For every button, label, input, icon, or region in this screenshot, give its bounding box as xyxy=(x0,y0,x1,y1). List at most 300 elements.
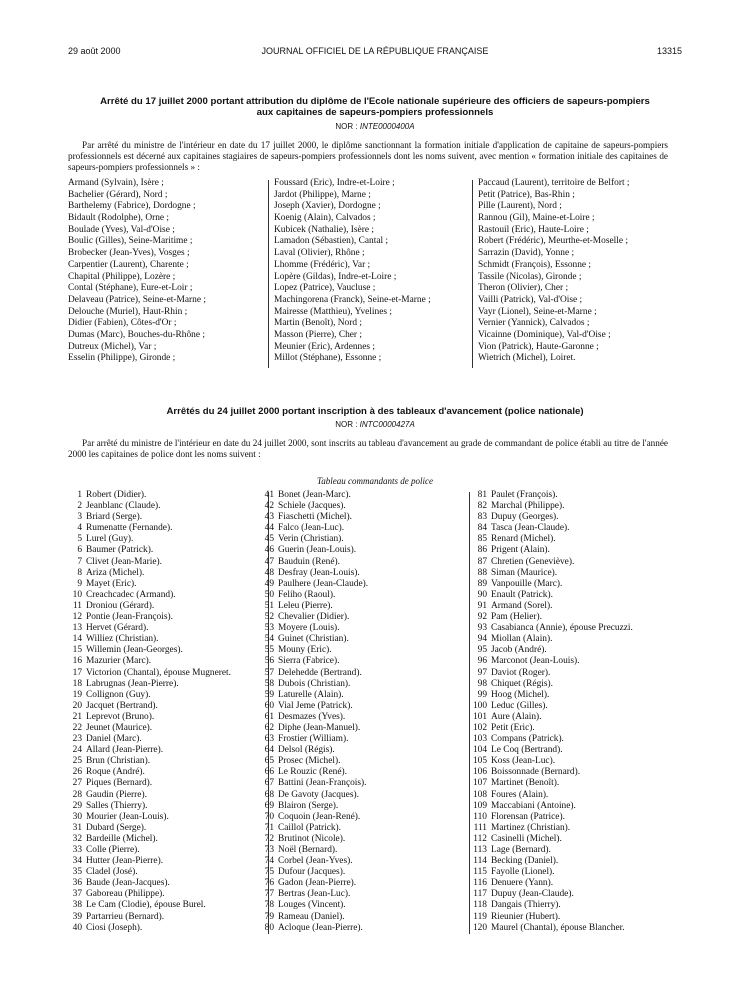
row-number: 112 xyxy=(473,833,487,844)
row-number: 78 xyxy=(264,900,274,911)
recipient-entry: Petit (Patrice), Bas-Rhin ; xyxy=(478,189,575,200)
section2-nor-code: INTC0000427A xyxy=(359,420,415,429)
table-row xyxy=(465,734,685,745)
officer-name: Guinet (Christian). xyxy=(278,634,349,645)
officer-name: Brutinot (Nicole). xyxy=(278,833,346,844)
recipient-entry: Dutreux (Michel), Var ; xyxy=(68,341,157,352)
table-row xyxy=(465,545,685,556)
officer-name: Brun (Christian). xyxy=(86,756,151,767)
table-row xyxy=(465,568,685,579)
table-row xyxy=(465,679,685,690)
row-number: 23 xyxy=(72,734,82,745)
table-row xyxy=(252,778,462,789)
officer-name: Leduc (Gilles). xyxy=(491,700,548,711)
row-number: 81 xyxy=(477,490,487,500)
officer-name: Casinelli (Michel). xyxy=(491,833,562,844)
header-date: 29 août 2000 xyxy=(68,46,121,56)
section1-column-3 xyxy=(478,178,630,365)
officer-name: Mouny (Eric). xyxy=(278,645,332,656)
row-number: 83 xyxy=(477,512,487,523)
row-number: 38 xyxy=(72,900,82,911)
officer-name: Compans (Patrick). xyxy=(491,734,564,745)
recipient-entry: Foussard (Eric), Indre-et-Loire ; xyxy=(274,178,395,188)
table-row xyxy=(252,867,462,878)
recipient-entry: Lhomme (Frédéric), Var ; xyxy=(274,259,371,270)
officer-name: Vanpouille (Marc). xyxy=(491,578,563,589)
table-row xyxy=(60,756,260,767)
row-number: 79 xyxy=(264,911,274,922)
table-row xyxy=(60,790,260,801)
row-number: 17 xyxy=(72,667,82,678)
table-row xyxy=(252,534,462,545)
table-row xyxy=(252,801,462,812)
officer-name: Jeunet (Maurice). xyxy=(86,722,153,733)
table-row xyxy=(465,668,685,679)
recipient-entry: Millot (Stéphane), Essonne ; xyxy=(274,353,382,364)
officer-name: Koss (Jean-Luc). xyxy=(491,756,556,767)
table-row xyxy=(252,790,462,801)
officer-name: Marchal (Philippe). xyxy=(491,501,565,512)
officer-name: Droniou (Gérard). xyxy=(86,600,155,611)
row-number: 101 xyxy=(472,711,487,722)
recipient-entry: Kubicek (Nathalie), Isère ; xyxy=(274,224,374,235)
table-row xyxy=(465,656,685,667)
officer-name: Partarrieu (Bernard). xyxy=(86,911,165,922)
row-number: 71 xyxy=(264,822,274,833)
section1-nor-code: INTE0000400A xyxy=(359,122,415,131)
row-number: 120 xyxy=(472,922,487,933)
row-number: 29 xyxy=(72,800,82,811)
table-row xyxy=(60,668,260,679)
table-row xyxy=(465,867,685,878)
officer-name: Robert (Didier). xyxy=(86,490,147,500)
section1-column-1 xyxy=(68,178,206,365)
table-row xyxy=(60,601,260,612)
table-row xyxy=(252,701,462,712)
recipient-entry: Vernier (Yannick), Calvados ; xyxy=(478,318,590,329)
table-row xyxy=(60,623,260,634)
table-row xyxy=(252,668,462,679)
table-row xyxy=(60,801,260,812)
officer-name: Louges (Vincent). xyxy=(278,900,346,911)
section1-title-line1: Arrêté du 17 juillet 2000 portant attribution du diplôme de l'Ecole nationale supérieure des officiers de sapeurs-pompiers xyxy=(100,96,650,107)
row-number: 97 xyxy=(477,667,487,678)
table-row xyxy=(252,679,462,690)
table-row xyxy=(252,912,462,923)
officer-name: Chretien (Geneviève). xyxy=(491,556,575,567)
row-number: 41 xyxy=(264,490,274,500)
table-row xyxy=(60,723,260,734)
row-number: 2 xyxy=(77,501,82,512)
table-row xyxy=(60,557,260,568)
table-row xyxy=(60,856,260,867)
section1-title-line2: aux capitaines de sapeurs-pompiers professionnels xyxy=(256,107,494,118)
row-number: 44 xyxy=(264,523,274,534)
row-number: 70 xyxy=(264,811,274,822)
row-number: 94 xyxy=(477,634,487,645)
table-row xyxy=(60,778,260,789)
table-row xyxy=(252,856,462,867)
table-row xyxy=(60,745,260,756)
officer-name: Rieunier (Hubert). xyxy=(491,911,561,922)
officer-name: Laturelle (Alain). xyxy=(278,689,344,700)
section2-nor-label: NOR : xyxy=(335,420,358,429)
officer-name: Renard (Michel). xyxy=(491,534,556,545)
recipient-entry: Mairesse (Matthieu), Yvelines ; xyxy=(274,306,392,317)
row-number: 47 xyxy=(264,556,274,567)
table-row xyxy=(60,501,260,512)
row-number: 7 xyxy=(77,556,82,567)
table-row xyxy=(465,878,685,889)
row-number: 73 xyxy=(264,845,274,855)
row-number: 114 xyxy=(473,856,487,867)
officer-name: Lurel (Guy). xyxy=(86,534,134,545)
officer-name: Fayolle (Lionel). xyxy=(491,867,555,878)
officer-name: Feliho (Raoul). xyxy=(278,589,336,600)
table-row xyxy=(465,701,685,712)
row-number: 42 xyxy=(264,501,274,512)
row-number: 6 xyxy=(77,545,82,556)
table-row xyxy=(252,889,462,900)
row-number: 103 xyxy=(472,734,487,745)
table-row xyxy=(465,490,685,501)
table-row xyxy=(60,867,260,878)
table-row xyxy=(60,512,260,523)
officer-name: Foures (Alain). xyxy=(491,789,549,800)
table-row xyxy=(465,534,685,545)
table-row xyxy=(252,590,462,601)
section1-nor xyxy=(68,122,682,131)
row-number: 30 xyxy=(72,811,82,822)
row-number: 84 xyxy=(477,523,487,534)
officer-name: Caillol (Patrick). xyxy=(278,822,342,833)
row-number: 99 xyxy=(477,689,487,700)
officer-name: Salles (Thierry). xyxy=(86,800,148,811)
table-row xyxy=(60,679,260,690)
row-number: 34 xyxy=(72,856,82,867)
section2-nor xyxy=(68,420,682,429)
recipient-entry: Boulic (Gilles), Seine-Maritime ; xyxy=(68,236,193,247)
table-row xyxy=(60,490,260,501)
table-row xyxy=(60,734,260,745)
recipient-entry: Joseph (Xavier), Dordogne ; xyxy=(274,201,381,212)
officer-name: Dangais (Thierry). xyxy=(491,900,561,911)
row-number: 88 xyxy=(477,567,487,578)
officer-name: Jeanblanc (Claude). xyxy=(86,501,161,512)
table-row xyxy=(465,778,685,789)
table-row xyxy=(252,568,462,579)
table-row xyxy=(252,756,462,767)
table-row xyxy=(252,579,462,590)
table-row xyxy=(60,923,260,934)
recipient-entry: Martin (Benoît), Nord ; xyxy=(274,318,363,329)
row-number: 28 xyxy=(72,789,82,800)
row-number: 45 xyxy=(264,534,274,545)
row-number: 54 xyxy=(264,634,274,645)
row-number: 4 xyxy=(77,523,82,534)
table-row xyxy=(252,512,462,523)
officer-name: Maccabiani (Antoine). xyxy=(491,800,576,811)
table-row xyxy=(465,745,685,756)
officer-name: Delsol (Régis). xyxy=(278,745,335,756)
officer-name: Schiele (Jacques). xyxy=(278,501,346,512)
officer-name: Denuere (Yann). xyxy=(491,878,554,889)
table-row xyxy=(252,767,462,778)
officer-name: Le Rouzic (René). xyxy=(278,767,347,778)
officer-name: Maurel (Chantal), épouse Blancher. xyxy=(491,922,625,933)
table-row xyxy=(252,834,462,845)
officer-name: Coquoin (Jean-René). xyxy=(278,811,361,822)
table-row xyxy=(465,856,685,867)
officer-name: Marconot (Jean-Louis). xyxy=(491,656,580,667)
section1-paragraph: Par arrêté du ministre de l'intérieur en date du 17 juillet 2000, le diplôme sanctionnant la formation initiale d'application de capitaine de sapeurs-pompiers professionnels est décerné aux capitaines stagiaires de sapeurs-pompiers professionnels dont les noms suivent, avec mention « formation initiale des capitaines de sapeurs-pompiers professionnels » : xyxy=(68,140,668,172)
row-number: 92 xyxy=(477,612,487,623)
row-number: 72 xyxy=(264,833,274,844)
officer-name: Hervet (Gérard). xyxy=(86,623,149,634)
officer-name: Baude (Jean-Jacques). xyxy=(86,878,170,889)
officer-name: Labrugnas (Jean-Pierre). xyxy=(86,678,179,689)
row-number: 58 xyxy=(264,678,274,689)
recipient-entry: Vayr (Lionel), Seine-et-Marne ; xyxy=(478,306,597,317)
recipient-entry: Armand (Sylvain), Isère ; xyxy=(68,178,164,188)
officer-name: Mazurier (Marc). xyxy=(86,656,152,667)
row-number: 24 xyxy=(72,745,82,756)
table-row xyxy=(465,601,685,612)
table-row xyxy=(60,834,260,845)
row-number: 39 xyxy=(72,911,82,922)
officer-name: Hutter (Jean-Pierre). xyxy=(86,856,164,867)
row-number: 64 xyxy=(264,745,274,756)
table-row xyxy=(465,512,685,523)
officer-name: Martinet (Benoît). xyxy=(491,778,560,789)
table-row xyxy=(465,756,685,767)
officer-name: Daniel (Marc). xyxy=(86,734,142,745)
recipient-entry: Schmidt (François), Essonne ; xyxy=(478,259,592,270)
row-number: 95 xyxy=(477,645,487,656)
officer-name: Mayet (Eric). xyxy=(86,578,137,589)
row-number: 75 xyxy=(264,867,274,878)
officer-name: Leleu (Pierre). xyxy=(278,600,333,611)
officer-name: Pam (Helier). xyxy=(491,612,543,623)
table-row xyxy=(60,534,260,545)
row-number: 20 xyxy=(72,700,82,711)
recipient-entry: Vailli (Patrick), Val-d'Oise ; xyxy=(478,294,583,305)
row-number: 51 xyxy=(264,600,274,611)
officer-name: Cladel (José). xyxy=(86,867,138,878)
table-row xyxy=(252,501,462,512)
recipient-entry: Rannou (Gil), Maine-et-Loire ; xyxy=(478,213,595,224)
section1-column-2 xyxy=(274,178,431,365)
officer-name: Willemin (Jean-Georges). xyxy=(86,645,183,656)
table-row xyxy=(252,645,462,656)
officer-name: Jacquet (Bertrand). xyxy=(86,700,158,711)
officer-name: Desmazes (Yves). xyxy=(278,711,346,722)
row-number: 50 xyxy=(264,589,274,600)
table-row xyxy=(252,545,462,556)
table-row xyxy=(465,623,685,634)
row-number: 55 xyxy=(264,645,274,656)
recipient-entry: Lopez (Patrice), Vaucluse ; xyxy=(274,283,376,294)
table-row xyxy=(252,900,462,911)
table-row xyxy=(465,889,685,900)
table-row xyxy=(60,568,260,579)
row-number: 48 xyxy=(264,567,274,578)
row-number: 16 xyxy=(72,656,82,667)
officer-name: Gaboreau (Philippe). xyxy=(86,889,165,900)
table-row xyxy=(465,767,685,778)
officer-name: Rumenatte (Fernande). xyxy=(86,523,173,534)
row-number: 5 xyxy=(77,534,82,545)
column-divider xyxy=(268,180,269,368)
table-row xyxy=(60,712,260,723)
row-number: 61 xyxy=(264,711,274,722)
officer-name: Le Cam (Clodie), épouse Burel. xyxy=(86,900,206,911)
table-row xyxy=(465,690,685,701)
row-number: 76 xyxy=(264,878,274,889)
officer-name: Enault (Patrick). xyxy=(491,589,553,600)
recipient-entry: Koenig (Alain), Calvados ; xyxy=(274,213,376,224)
row-number: 18 xyxy=(72,678,82,689)
officer-name: Casabianca (Annie), épouse Precuzzi. xyxy=(491,623,633,634)
table-row xyxy=(252,656,462,667)
row-number: 43 xyxy=(264,512,274,523)
recipient-entry: Machingorena (Franck), Seine-et-Marne ; xyxy=(274,294,431,305)
row-number: 56 xyxy=(264,656,274,667)
table-row xyxy=(252,734,462,745)
table-column-2 xyxy=(252,490,462,934)
table-row xyxy=(60,878,260,889)
officer-name: Colle (Pierre). xyxy=(86,845,140,855)
table-column-3 xyxy=(465,490,685,934)
row-number: 12 xyxy=(72,612,82,623)
column-divider xyxy=(472,180,473,368)
officer-name: Bauduin (René). xyxy=(278,556,340,567)
table-row xyxy=(252,523,462,534)
row-number: 60 xyxy=(264,700,274,711)
row-number: 32 xyxy=(72,833,82,844)
table-row xyxy=(252,745,462,756)
recipient-entry: Laval (Olivier), Rhône ; xyxy=(274,248,365,259)
officer-name: Noël (Bernard). xyxy=(278,845,338,855)
table-row xyxy=(60,579,260,590)
officer-name: Gaudin (Pierre). xyxy=(86,789,147,800)
officer-name: Williez (Christian). xyxy=(86,634,159,645)
officer-name: Fiaschetti (Michel). xyxy=(278,512,352,523)
table-row xyxy=(252,878,462,889)
officer-name: Dubard (Serge). xyxy=(86,822,147,833)
row-number: 8 xyxy=(77,567,82,578)
table-row xyxy=(60,523,260,534)
row-number: 106 xyxy=(472,767,487,778)
officer-name: Martinez (Christian). xyxy=(491,822,571,833)
table-row xyxy=(252,601,462,612)
recipient-entry: Esselin (Philippe), Gironde ; xyxy=(68,353,176,364)
table-row xyxy=(252,690,462,701)
officer-name: Petit (Eric). xyxy=(491,722,535,733)
officer-name: Baumer (Patrick). xyxy=(86,545,154,556)
row-number: 109 xyxy=(472,800,487,811)
row-number: 119 xyxy=(473,911,487,922)
table-row xyxy=(465,912,685,923)
officer-name: Gadon (Jean-Pierre). xyxy=(278,878,357,889)
table-row xyxy=(60,701,260,712)
journal-title: JOURNAL OFFICIEL DE LA RÉPUBLIQUE FRANÇAISE xyxy=(261,46,489,56)
officer-name: Miollan (Alain). xyxy=(491,634,553,645)
table-row xyxy=(252,634,462,645)
recipient-entry: Dumas (Marc), Bouches-du-Rhône ; xyxy=(68,329,205,340)
table-row xyxy=(60,912,260,923)
officer-name: Falco (Jean-Luc). xyxy=(278,523,345,534)
recipient-entry: Brobecker (Jean-Yves), Vosges ; xyxy=(68,248,190,259)
recipient-entry: Meunier (Eric), Ardennes ; xyxy=(274,341,376,352)
row-number: 90 xyxy=(477,589,487,600)
row-number: 77 xyxy=(264,889,274,900)
officer-name: Mourier (Jean-Louis). xyxy=(86,811,169,822)
row-number: 86 xyxy=(477,545,487,556)
officer-name: Clivet (Jean-Marie). xyxy=(86,556,163,567)
row-number: 91 xyxy=(477,600,487,611)
officer-name: Piques (Bernard). xyxy=(86,778,153,789)
row-number: 65 xyxy=(264,756,274,767)
row-number: 117 xyxy=(473,889,487,900)
officer-name: Daviot (Roger). xyxy=(491,667,551,678)
table-row xyxy=(465,801,685,812)
officer-name: Acloque (Jean-Pierre). xyxy=(278,922,363,933)
recipient-entry: Paccaud (Laurent), territoire de Belfort ; xyxy=(478,178,630,188)
officer-name: Desfray (Jean-Louis). xyxy=(278,567,360,578)
row-number: 13 xyxy=(72,623,82,634)
officer-name: Sierra (Fabrice). xyxy=(278,656,340,667)
table-row xyxy=(465,523,685,534)
row-number: 1 xyxy=(77,490,82,500)
row-number: 15 xyxy=(72,645,82,656)
officer-name: Aure (Alain). xyxy=(491,711,542,722)
recipient-entry: Vicainne (Dominique), Val-d'Oise ; xyxy=(478,329,611,340)
officer-name: Chevalier (Didier). xyxy=(278,612,350,623)
officer-name: Frostier (William). xyxy=(278,734,349,745)
recipient-entry: Bidault (Rodolphe), Orne ; xyxy=(68,213,170,224)
officer-name: Jacob (André). xyxy=(491,645,547,656)
officer-name: Bonet (Jean-Marc). xyxy=(278,490,351,500)
row-number: 19 xyxy=(72,689,82,700)
recipient-entry: Bachelier (Gérard), Nord ; xyxy=(68,189,168,200)
officer-name: Moyere (Louis). xyxy=(278,623,340,634)
recipient-entry: Delouche (Muriel), Haut-Rhin ; xyxy=(68,306,188,317)
row-number: 21 xyxy=(72,711,82,722)
table-row xyxy=(465,923,685,934)
row-number: 93 xyxy=(477,623,487,634)
table-row xyxy=(60,812,260,823)
officer-name: Verin (Christian). xyxy=(278,534,344,545)
officer-name: Dupuy (Georges). xyxy=(491,512,559,523)
table-row xyxy=(252,723,462,734)
table-row xyxy=(465,579,685,590)
officer-name: Leprevot (Bruno). xyxy=(86,711,155,722)
table-row xyxy=(60,823,260,834)
officer-name: Le Coq (Bertrand). xyxy=(491,745,563,756)
recipient-entry: Pille (Laurent), Nord ; xyxy=(478,201,562,212)
row-number: 85 xyxy=(477,534,487,545)
row-number: 40 xyxy=(72,922,82,933)
row-number: 98 xyxy=(477,678,487,689)
row-number: 118 xyxy=(473,900,487,911)
table-row xyxy=(60,889,260,900)
recipient-entry: Robert (Frédéric), Meurthe-et-Moselle ; xyxy=(478,236,628,247)
officer-name: Victorion (Chantal), épouse Mugneret. xyxy=(86,667,231,678)
row-number: 102 xyxy=(472,722,487,733)
row-number: 52 xyxy=(264,612,274,623)
officer-name: Rameau (Daniel). xyxy=(278,911,345,922)
